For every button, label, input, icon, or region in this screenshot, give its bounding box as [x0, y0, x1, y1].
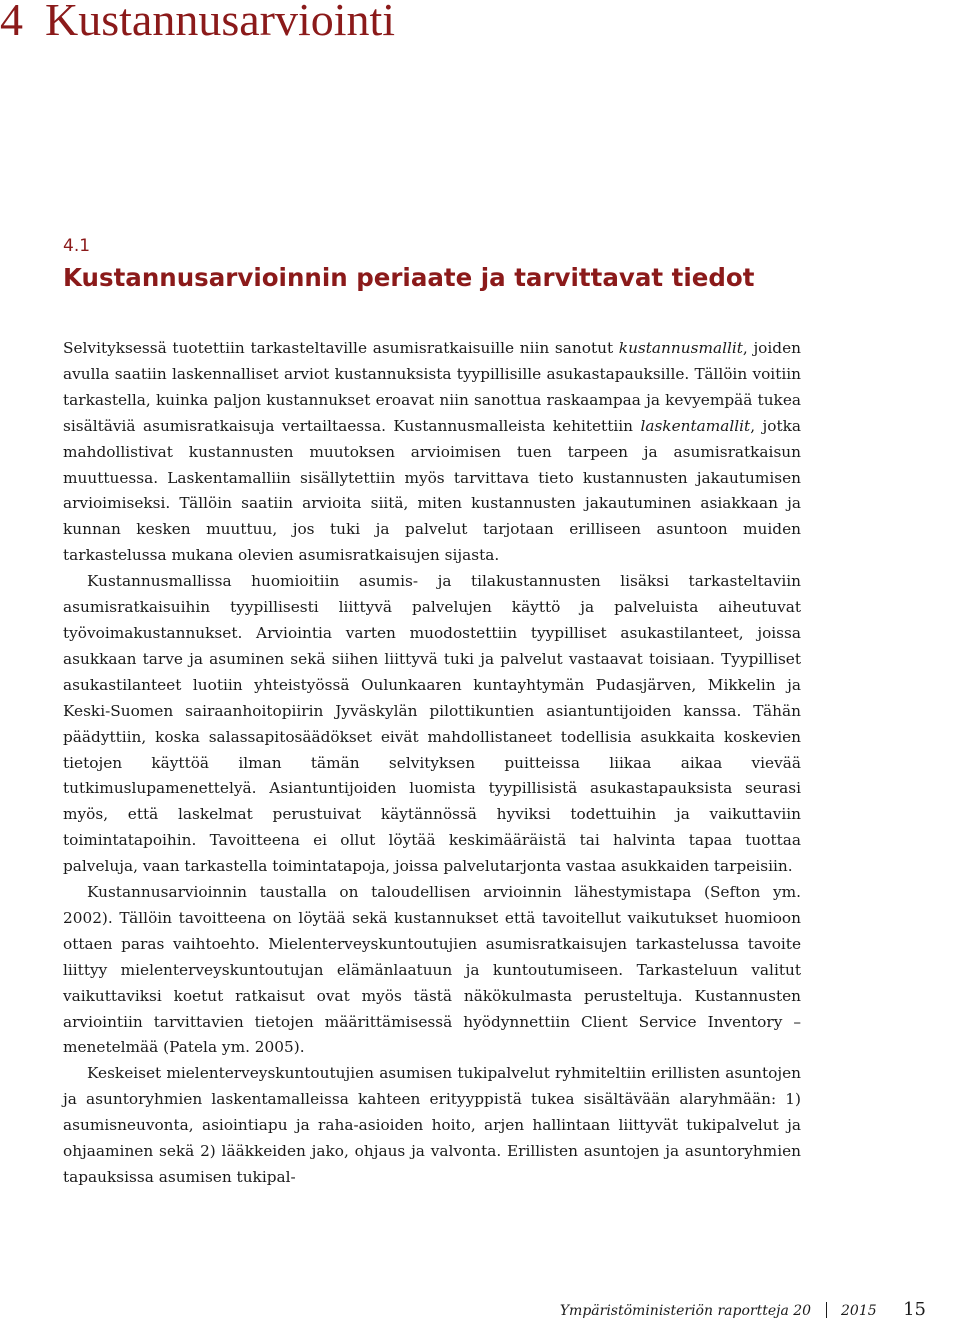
section-number: 4.1 — [63, 236, 91, 256]
section-title: Kustannusarvioinnin periaate ja tarvittavat tiedot — [63, 263, 755, 292]
chapter-title — [0, 0, 395, 46]
paragraph-1 — [63, 336, 801, 569]
page-number: 15 — [903, 1299, 926, 1320]
body-text — [63, 336, 801, 1191]
paragraph-1-part-e: , jotka mahdollistivat kustannusten muutoksen arvioimisen tuen tarpeen ja asumisratkaisun muuttuessa. Laskentamalliin sisällytettiin myös tarvittava tieto kustannusten jakautumisen arvioimiseksi. Tällöin saatiin arvioita siitä, miten kustannusten jakautuminen asiakkaan ja kunnan kesken muuttuu, jos tuki ja palvelut tarjotaan erilliseen asuntoon muiden tarkastelussa mukana olevien asumisratkaisujen sijasta. — [63, 416, 801, 565]
paragraph-3: Kustannusarvioinnin taustalla on taloudellisen arvioinnin lähestymistapa (Sefton ym. 2002). Tällöin tavoitteena on löytää sekä kustannukset että tavoitellut vaikutukset huomioon ottaen paras vaihtoehto. Mielenterveyskuntoutujien asumisratkaisujen tarkastelussa tavoite liittyy mielenterveyskuntoutujan elämänlaatuun ja kuntoutumiseen. Tarkasteluun valitut vaikuttaviksi koetut ratkaisut ovat myös tästä näkökulmasta perusteltuja. Kustannusten arviointiin tarvittavien tietojen määrittämisessä hyödynnettiin Client Service Inventory –menetelmää (Patela ym. 2005). — [63, 883, 801, 1057]
paragraph-1-part-a: Selvityksessä tuotettiin tarkasteltaville asumisratkaisuille niin sanotut — [63, 339, 619, 357]
term-laskentamallit: laskentamallit — [640, 416, 751, 435]
chapter-title-text: Kustannusarviointi — [45, 0, 396, 45]
chapter-number: 4 — [0, 0, 23, 45]
paragraph-2: Kustannusmallissa huomioitiin asumis- ja tilakustannusten lisäksi tarkasteltaviin asumisratkaisuihin tyypillisesti liittyvä palvelujen käyttö ja palveluista aiheutuvat työvoimakustannukset. Arviointia varten muodostettiin tyypilliset asukastilanteet, joissa asukkaan tarve ja asuminen sekä siihen liittyvä tuki ja palvelut vastaavat toisiaan. Tyypilliset asukastilanteet luotiin yhteistyössä Oulunkaaren kuntayhtymän Pudasjärven, Mikkelin ja Keski-Suomen sairaanhoitopiirin Jyväskylän pilottikuntien asiantuntijoiden kanssa. Tähän päädyttiin, koska salassapitosäädökset eivät mahdollistaneet todellisia asukkaita koskevien tietojen käyttöä ilman tämän selvityksen puitteissa liikaa aikaa vievää tutkimuslupamenettelyä. Asiantuntijoiden luomista tyypillisistä asukastapauksista seurasi myös, että laskelmat perustuivat käytännössä hyviksi todettuihin ja vaikuttaviin toimintatapoihin. Tavoitteena ei ollut löytää keskimääräistä tai halvinta tapaa tuottaa palveluja, vaan tarkastella toimintatapoja, joissa palvelutarjonta vastaa asukkaiden tarpeisiin. — [63, 572, 801, 876]
footer-series-number: 20 — [793, 1303, 812, 1319]
paragraph-4: Keskeiset mielenterveyskuntoutujien asumisen tukipalvelut ryhmiteltiin erillisten asuntojen ja asuntoryhmien laskentamalleissa kahteen erityyppistä tukea sisältävään alaryhmään: 1) asumisneuvonta, asiointiapu ja raha-asioiden hoito, arjen hallintaan liittyvät tukipalvelut ja ohjaaminen sekä 2) lääkkeiden jako, ohjaus ja valvonta. Erillisten asuntojen ja asuntoryhmien tapauksissa asumisen tukipal- — [63, 1064, 801, 1186]
footer-divider — [826, 1302, 827, 1318]
footer-series: Ympäristöministeriön raportteja — [559, 1303, 789, 1319]
footer-year: 2015 — [841, 1303, 877, 1319]
page-footer — [560, 1299, 926, 1322]
paragraph-1-part-c: , joiden avulla saatiin laskennalliset arviot kustannuksista tyypillisille asukastapauksille. Tällöin voitiin tarkastella, kuinka paljon kustannukset eroavat niin sanottua raskaampaa ja kevyempää tukea sisältäviä asumisratkaisuja vertailtaessa. Kustannusmalleista kehitettiin — [63, 339, 801, 435]
term-kustannusmallit: kustannusmallit — [618, 339, 743, 357]
